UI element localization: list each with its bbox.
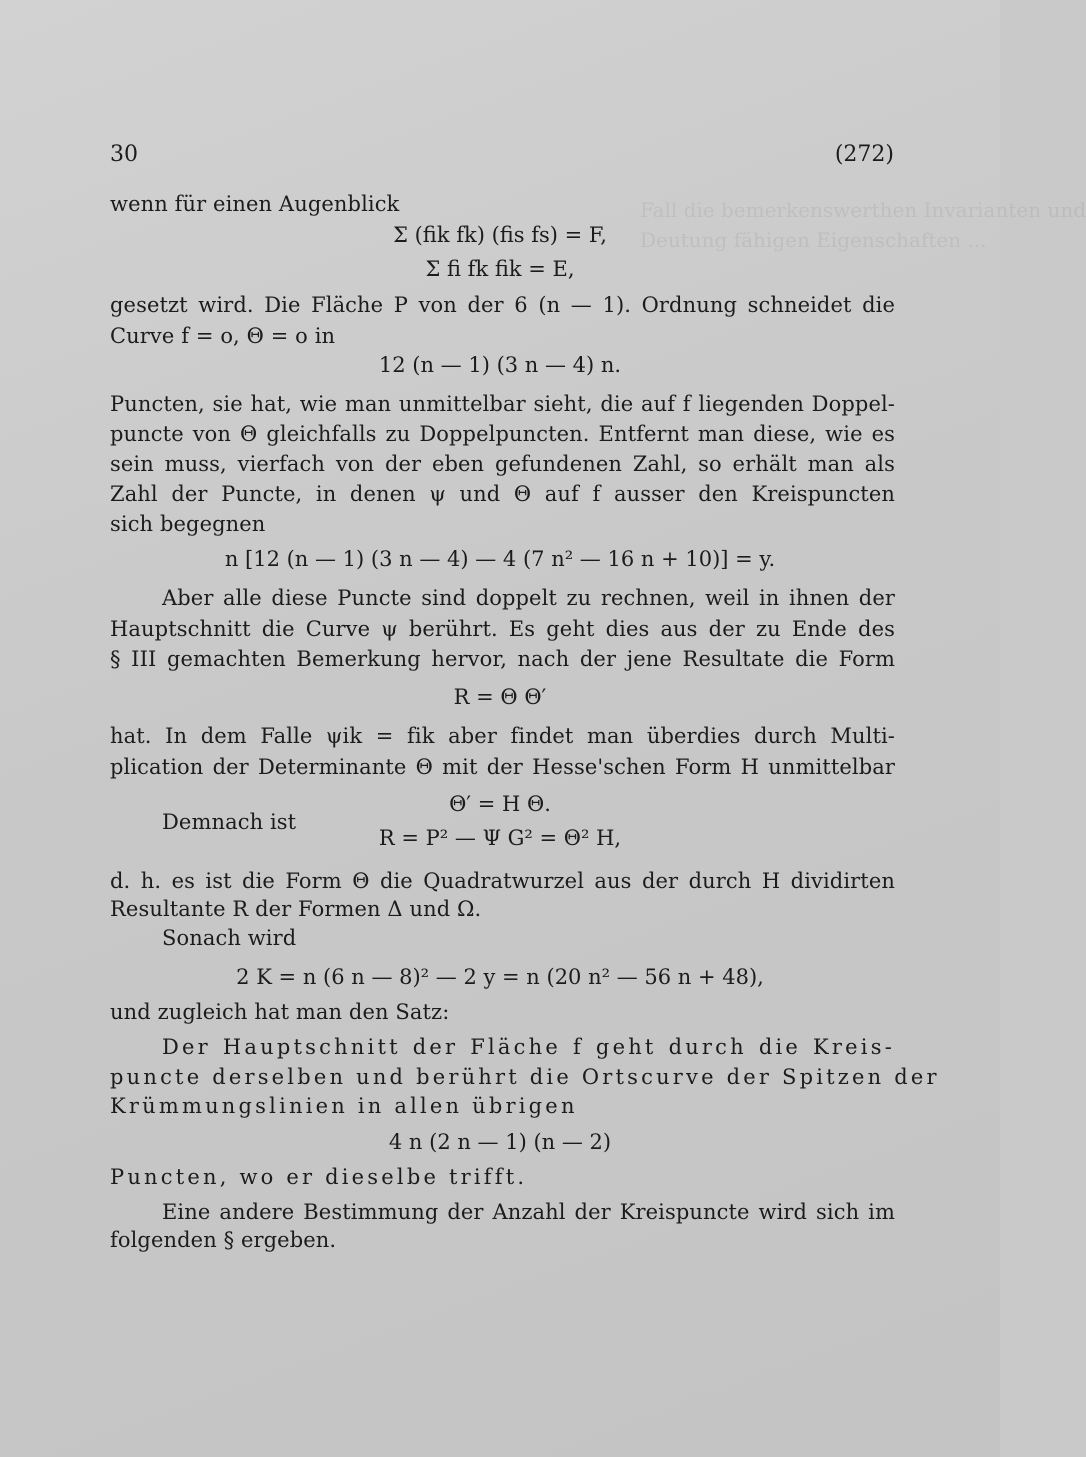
formula-line: R = Θ Θ′ [453,685,547,709]
text-line: hat. In dem Falle ψik = fik aber findet man überdies durch Multi- [110,724,895,748]
text-line: Resultante R der Formen Δ und Ω. [110,897,482,921]
text-line: § III gemachten Bemerkung hervor, nach der jene Resultate die Form [110,647,895,671]
text-line: plication der Determinante Θ mit der Hesse'schen Form H unmittelbar [110,755,895,779]
formula-line: R = P² — Ψ G² = Θ² H, [378,826,622,850]
text-line: Puncten, sie hat, wie man unmittelbar sieht, die auf f liegenden Doppel- [110,392,895,416]
text-line: sich begegnen [110,512,266,536]
text-line: puncte von Θ gleichfalls zu Doppelpuncten. Entfernt man diese, wie es [110,422,895,446]
text-line: d. h. es ist die Form Θ die Quadratwurzel aus der durch H dividirten [110,869,895,893]
formula-line: 4 n (2 n — 1) (n — 2) [388,1130,612,1154]
text-line: und zugleich hat man den Satz: [110,1000,450,1024]
theorem-line: puncte derselben und berührt die Ortscurve der Spitzen der [110,1065,940,1089]
text-line: Sonach wird [162,926,297,950]
text-line: sein muss, vierfach von der eben gefundenen Zahl, so erhält man als [110,452,895,476]
text-line: Demnach ist [162,810,297,834]
text-line: Aber alle diese Puncte sind doppelt zu rechnen, weil in ihnen der [162,586,895,610]
bleed-through-text: Fall die bemerkenswerthen Invarianten und [640,198,1086,222]
formula-line: Σ (fik fk) (fis fs) = F, [393,223,607,247]
formula-line: 2 K = n (6 n — 8)² — 2 y = n (20 n² — 56 n + 48), [236,965,764,989]
text-line: wenn für einen Augenblick [110,192,400,216]
formula-line: Σ fi fk fik = E, [425,257,575,281]
formula-line: n [12 (n — 1) (3 n — 4) — 4 (7 n² — 16 n + 10)] = y. [224,547,776,571]
theorem-line: Puncten, wo er dieselbe trifft. [110,1165,528,1189]
text-line: gesetzt wird. Die Fläche P von der 6 (n — 1). Ordnung schneidet die [110,293,895,317]
text-line: folgenden § ergeben. [110,1228,337,1252]
theorem-line: Krümmungslinien in allen übrigen [110,1094,578,1118]
text-line: Zahl der Puncte, in denen ψ und Θ auf f ausser den Kreispuncten [110,482,895,506]
bleed-through-text: Deutung fähigen Eigenschaften ... [640,228,987,252]
formula-line: 12 (n — 1) (3 n — 4) n. [378,353,622,377]
page-number: 30 [110,142,138,167]
text-line: Eine andere Bestimmung der Anzahl der Kreispuncte wird sich im [162,1200,895,1224]
page-reference: (272) [834,142,894,167]
theorem-line: Der Hauptschnitt der Fläche f geht durch die Kreis- [162,1035,895,1059]
formula-line: Θ′ = H Θ. [449,792,551,816]
text-line: Curve f = o, Θ = o in [110,324,336,348]
text-line: Hauptschnitt die Curve ψ berührt. Es geht dies aus der zu Ende des [110,617,895,641]
